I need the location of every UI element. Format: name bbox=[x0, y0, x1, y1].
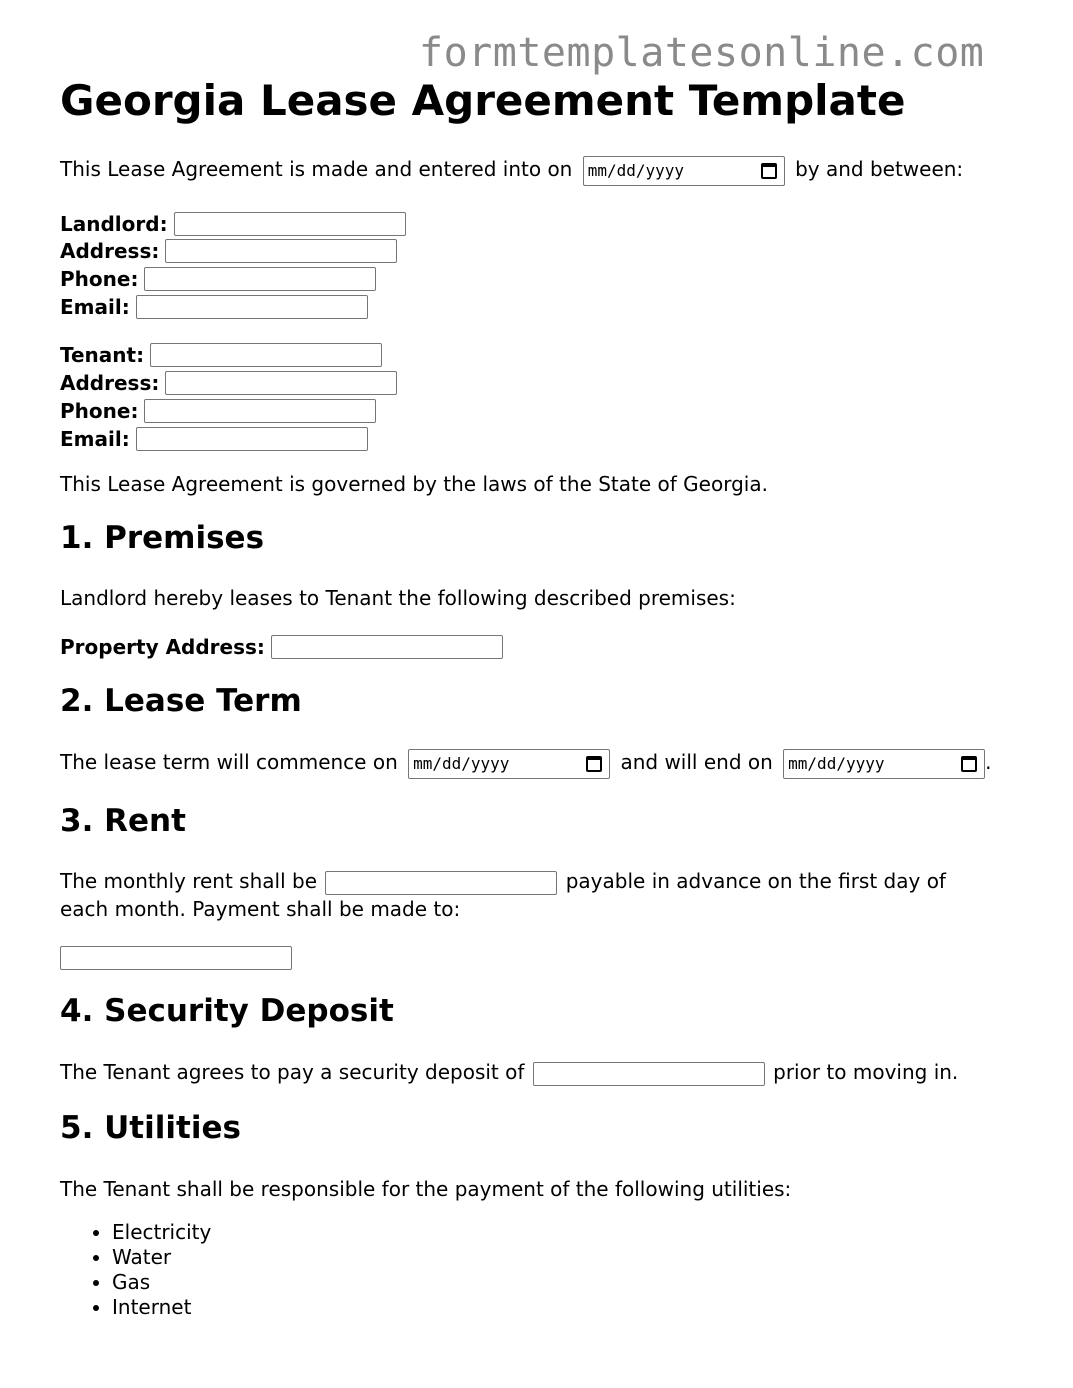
landlord-address-input[interactable] bbox=[165, 239, 397, 263]
lease-start-date-placeholder: mm/dd/yyyy bbox=[413, 753, 510, 773]
rent-line-1 bbox=[60, 867, 946, 895]
tenant-phone-label: Phone: bbox=[60, 398, 139, 423]
tenant-phone-row bbox=[60, 396, 376, 422]
lease-term-text: The lease term will commence on bbox=[60, 750, 398, 774]
tenant-address-row bbox=[60, 368, 397, 394]
list-item: • Electricity bbox=[112, 1220, 211, 1245]
landlord-name-row bbox=[60, 209, 406, 235]
page-title: Georgia Lease Agreement Template bbox=[60, 76, 906, 125]
lease-end-date-input[interactable] bbox=[783, 749, 985, 779]
landlord-email-label: Email: bbox=[60, 294, 130, 319]
governing-law-text: This Lease Agreement is governed by the laws of the State of Georgia. bbox=[60, 472, 768, 496]
premises-heading: 1. Premises bbox=[60, 520, 265, 556]
calendar-icon[interactable] bbox=[961, 756, 977, 772]
rent-text: The monthly rent shall be bbox=[60, 869, 318, 893]
landlord-name-label: Landlord: bbox=[60, 211, 168, 236]
tenant-email-input[interactable] bbox=[136, 427, 368, 451]
lease-term-middle-text: and will end on bbox=[620, 750, 773, 774]
lease-term-period: . bbox=[985, 750, 992, 774]
tenant-email-label: Email: bbox=[60, 426, 130, 451]
utilities-heading: 5. Utilities bbox=[60, 1110, 241, 1146]
list-item: • Water bbox=[112, 1245, 211, 1270]
tenant-address-label: Address: bbox=[60, 370, 160, 395]
payment-recipient-input[interactable] bbox=[60, 946, 292, 970]
landlord-email-input[interactable] bbox=[136, 295, 368, 319]
agreement-date-input[interactable] bbox=[583, 156, 785, 186]
deposit-after-text: prior to moving in. bbox=[773, 1060, 959, 1084]
rent-after-text: payable in advance on the first day of bbox=[565, 869, 946, 893]
landlord-phone-input[interactable] bbox=[144, 267, 376, 291]
intro-after-text: by and between: bbox=[795, 157, 964, 181]
security-deposit-heading: 4. Security Deposit bbox=[60, 993, 394, 1029]
tenant-phone-input[interactable] bbox=[144, 399, 376, 423]
lease-term-heading: 2. Lease Term bbox=[60, 683, 302, 719]
deposit-line bbox=[60, 1058, 958, 1086]
list-item: • Gas bbox=[112, 1270, 211, 1295]
landlord-email-row bbox=[60, 292, 368, 318]
tenant-name-input[interactable] bbox=[150, 343, 382, 367]
landlord-name-input[interactable] bbox=[174, 212, 406, 236]
landlord-address-row bbox=[60, 236, 397, 262]
monthly-rent-input[interactable] bbox=[325, 871, 557, 895]
lease-end-date-placeholder: mm/dd/yyyy bbox=[788, 753, 885, 773]
utilities-list bbox=[60, 1220, 211, 1320]
security-deposit-input[interactable] bbox=[533, 1062, 765, 1086]
tenant-address-input[interactable] bbox=[165, 371, 397, 395]
rent-line-2: each month. Payment shall be made to: bbox=[60, 897, 461, 921]
tenant-name-row bbox=[60, 340, 382, 366]
calendar-icon[interactable] bbox=[761, 163, 777, 179]
landlord-phone-label: Phone: bbox=[60, 266, 139, 291]
tenant-email-row bbox=[60, 424, 368, 450]
list-item: • Internet bbox=[112, 1295, 211, 1320]
rent-heading: 3. Rent bbox=[60, 803, 186, 839]
landlord-phone-row bbox=[60, 264, 376, 290]
calendar-icon[interactable] bbox=[586, 756, 602, 772]
watermark: formtemplatesonline.com bbox=[419, 30, 985, 76]
agreement-date-placeholder: mm/dd/yyyy bbox=[587, 160, 685, 180]
landlord-address-label: Address: bbox=[60, 238, 160, 263]
premises-text: Landlord hereby leases to Tenant the following described premises: bbox=[60, 586, 736, 610]
payment-recipient-row bbox=[60, 943, 292, 969]
property-address-input[interactable] bbox=[271, 635, 503, 659]
intro-text: This Lease Agreement is made and entered into on bbox=[60, 157, 573, 181]
lease-start-date-input[interactable] bbox=[408, 749, 610, 779]
lease-term-line bbox=[60, 748, 992, 779]
property-address-row bbox=[60, 632, 503, 658]
tenant-name-label: Tenant: bbox=[60, 342, 145, 367]
property-address-label: Property Address: bbox=[60, 634, 265, 659]
utilities-text: The Tenant shall be responsible for the payment of the following utilities: bbox=[60, 1177, 792, 1201]
intro-line bbox=[60, 155, 963, 186]
deposit-text: The Tenant agrees to pay a security deposit of bbox=[60, 1060, 525, 1084]
